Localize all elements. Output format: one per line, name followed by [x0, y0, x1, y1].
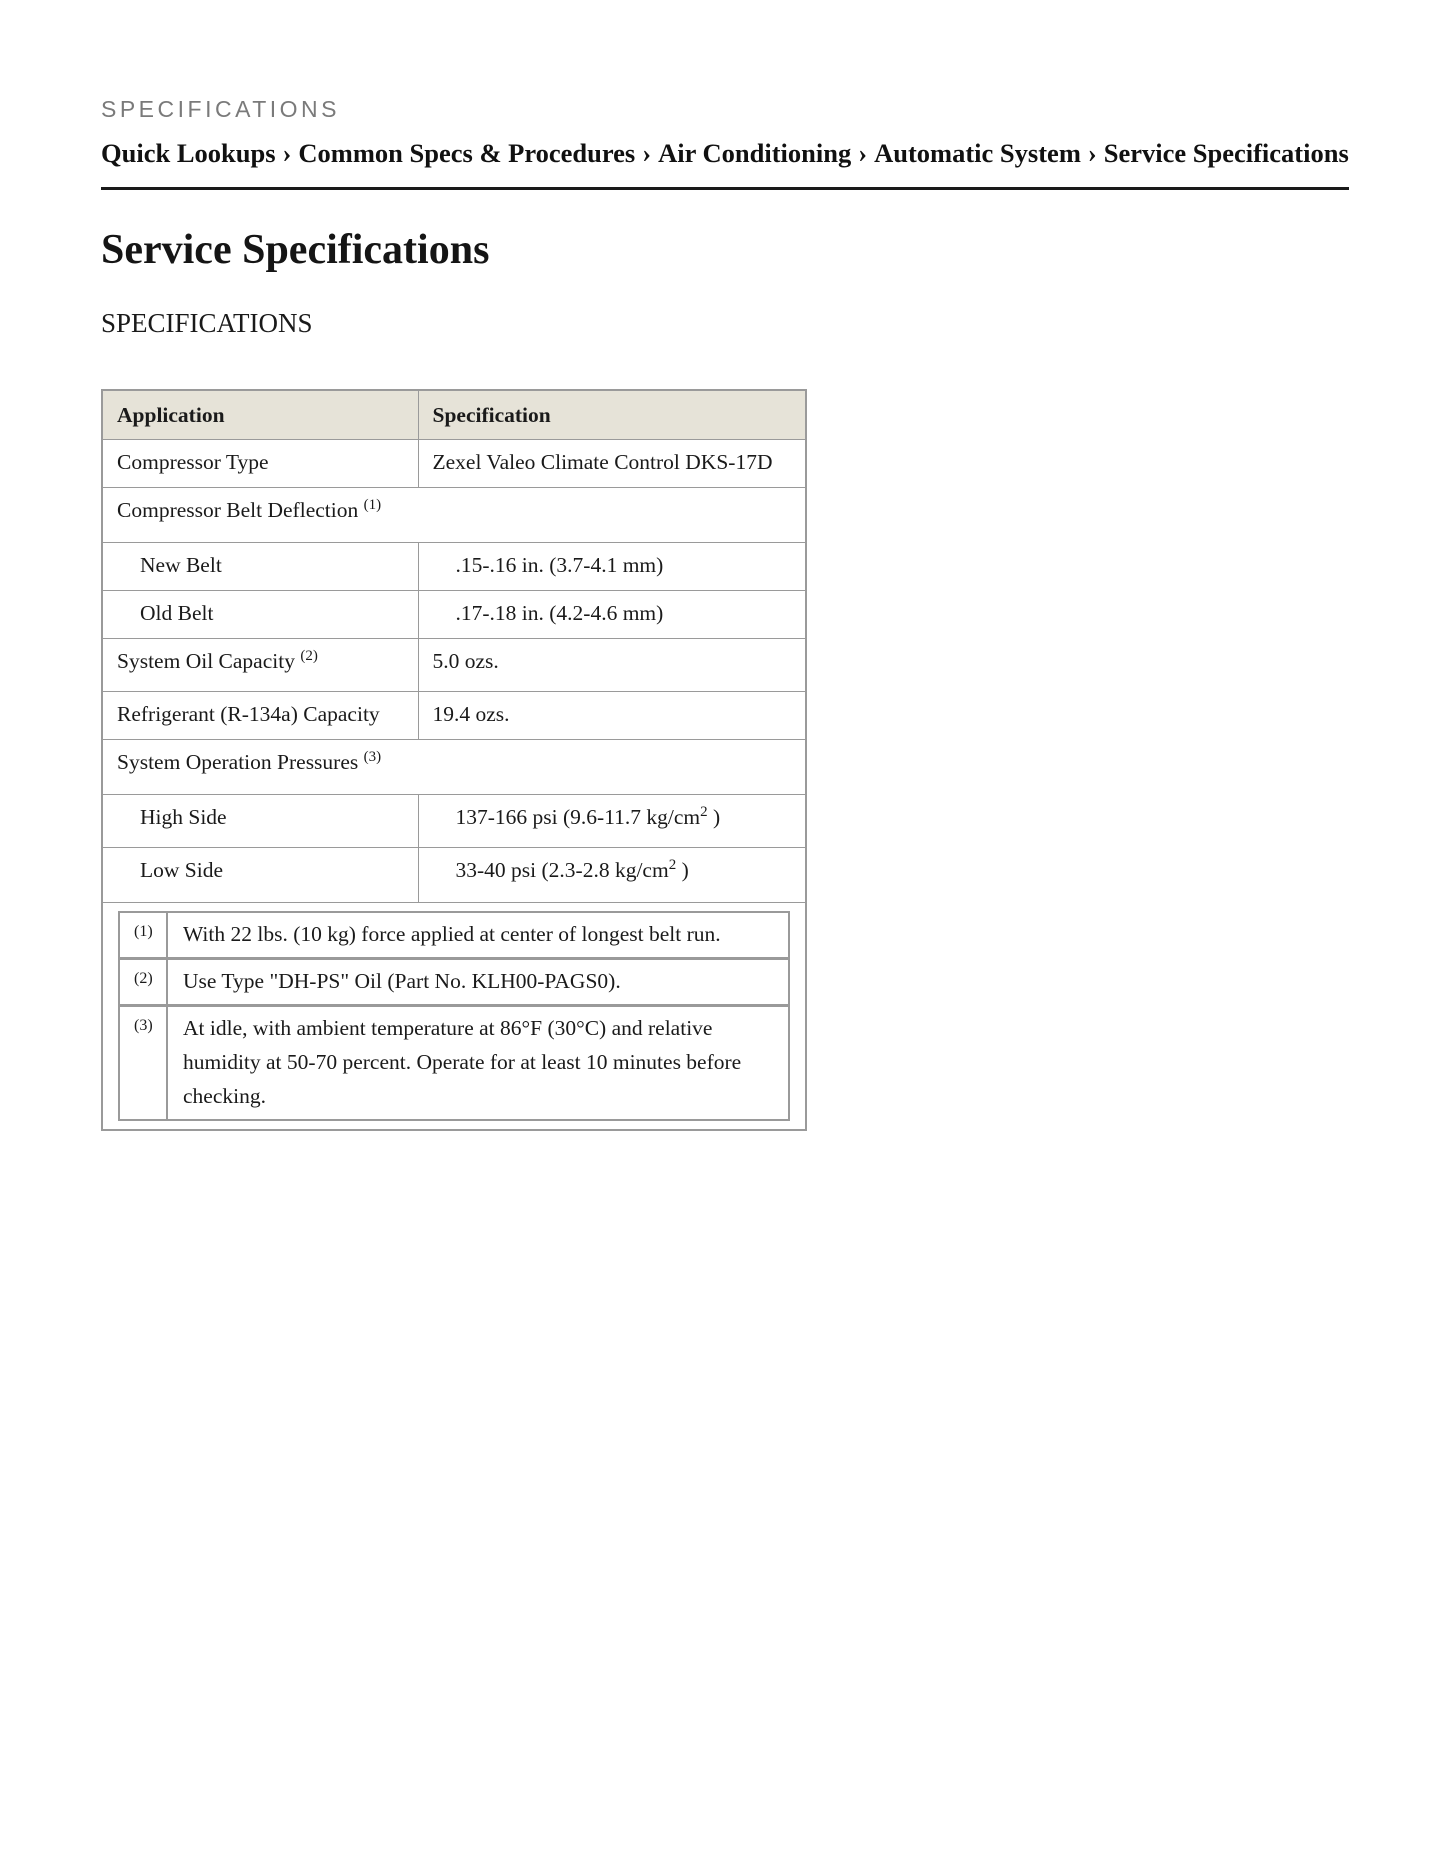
breadcrumb-separator: › — [858, 138, 868, 168]
application-cell: High Side — [102, 794, 418, 847]
application-label: System Oil Capacity — [117, 648, 295, 673]
specification-cell: Zexel Valeo Climate Control DKS-17D — [418, 439, 806, 487]
table-row — [102, 439, 806, 487]
table-row — [102, 794, 806, 847]
breadcrumb-air-conditioning[interactable]: Air Conditioning — [658, 138, 852, 168]
application-cell: Compressor Type — [102, 439, 418, 487]
specification-cell: 137-166 psi (9.6-11.7 $kg/cm^2$ ) — [418, 794, 806, 847]
breadcrumb-common-specs[interactable]: Common Specs & Procedures — [298, 138, 636, 168]
column-header-specification: Specification — [418, 390, 806, 439]
section-label: SPECIFICATIONS — [101, 96, 340, 122]
application-cell: Refrigerant (R-134a) Capacity — [102, 691, 418, 739]
table-header-row — [102, 390, 806, 439]
breadcrumb-service-specifications[interactable]: Service Specifications — [1103, 138, 1349, 168]
breadcrumb-separator: › — [642, 138, 652, 168]
footnote-row — [119, 912, 789, 959]
column-header-application: Application — [102, 390, 418, 439]
section-subheading: SPECIFICATIONS — [101, 308, 313, 338]
table-row — [102, 487, 806, 542]
footnotes-cell — [102, 902, 806, 1130]
table-row — [102, 847, 806, 902]
footnote-text: Use Type "DH-PS" Oil (Part No. KLH00-PAGS0). — [167, 958, 789, 1005]
superscript: 2 — [668, 856, 677, 873]
table-row — [102, 638, 806, 691]
application-cell: Low Side — [102, 847, 418, 902]
group-heading-cell — [102, 739, 806, 794]
page-title: Service Specifications — [101, 227, 490, 273]
footnotes-table — [118, 911, 790, 1121]
group-heading-cell — [102, 487, 806, 542]
application-cell: Old Belt — [102, 590, 418, 638]
application-label: Compressor Belt Deflection — [117, 497, 359, 522]
table-row — [102, 691, 806, 739]
footnote-number: (1) — [119, 912, 167, 959]
footnote-row — [119, 1005, 789, 1120]
header-divider — [101, 187, 1349, 190]
footnote-number: (2) — [119, 958, 167, 1005]
specification-cell: .17-.18 in. (4.2-4.6 mm) — [418, 590, 806, 638]
table-row — [102, 590, 806, 638]
footnote-text: At idle, with ambient temperature at 86°F (30°C) and relative humidity at 50-70 percent. Operate for at least 10 minutes before checking. — [167, 1005, 789, 1120]
footnotes-row — [102, 902, 806, 1130]
specification-cell: 33-40 psi (2.3-2.8 $kg/cm^2$ ) — [418, 847, 806, 902]
breadcrumb-separator: › — [282, 138, 292, 168]
table-row — [102, 739, 806, 794]
superscript: 2 — [700, 803, 708, 820]
footnote-row — [119, 958, 789, 1005]
specification-cell: 19.4 ozs. — [418, 691, 806, 739]
specification-cell: 5.0 ozs. — [418, 638, 806, 691]
breadcrumb — [101, 138, 1349, 169]
breadcrumb-quick-lookups[interactable]: Quick Lookups — [101, 138, 276, 168]
footnote-ref[interactable]: (1) — [363, 496, 382, 513]
footnote-number: (3) — [119, 1005, 167, 1120]
table-row — [102, 542, 806, 590]
breadcrumb-separator: › — [1087, 138, 1097, 168]
breadcrumb-automatic-system[interactable]: Automatic System — [874, 138, 1081, 168]
application-cell — [102, 638, 418, 691]
footnote-ref[interactable]: (3) — [363, 748, 382, 765]
application-cell: New Belt — [102, 542, 418, 590]
specification-cell: .15-.16 in. (3.7-4.1 mm) — [418, 542, 806, 590]
footnote-ref[interactable]: (2) — [300, 647, 318, 664]
specifications-table — [101, 389, 807, 1131]
application-label: System Operation Pressures — [117, 749, 359, 774]
footnote-text: With 22 lbs. (10 kg) force applied at center of longest belt run. — [167, 912, 789, 959]
